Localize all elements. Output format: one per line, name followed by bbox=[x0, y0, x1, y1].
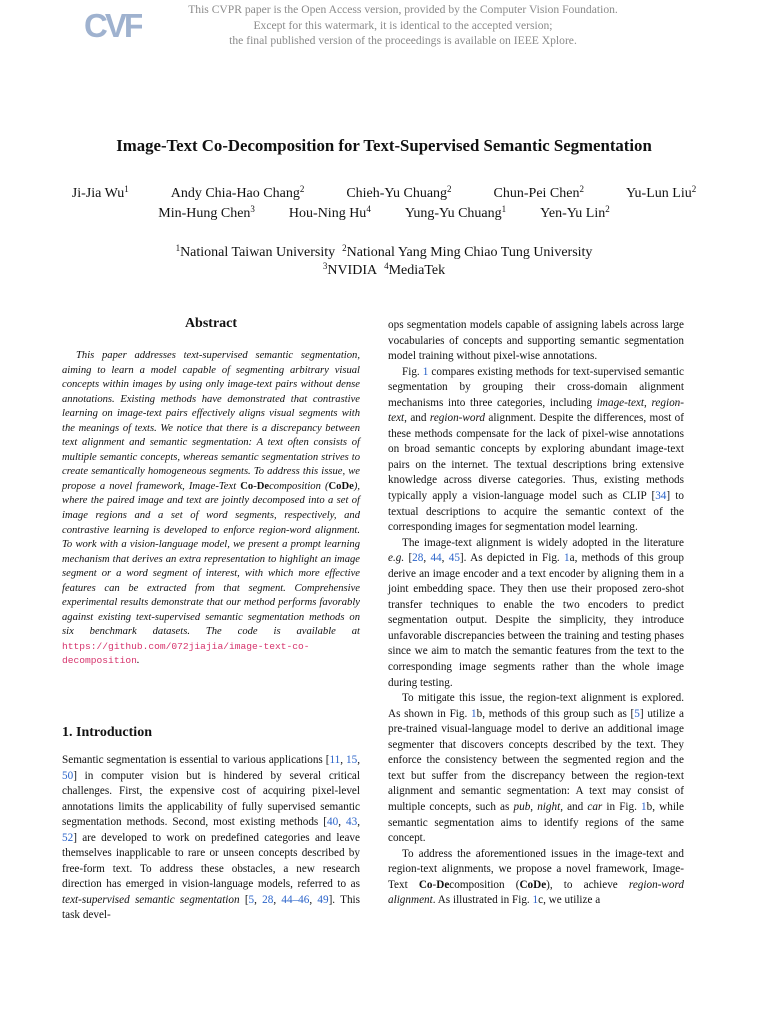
author-list-row-1 bbox=[0, 186, 768, 202]
author: Yu-Lun Liu$^2$ bbox=[626, 184, 697, 201]
citation-link[interactable]: 34 bbox=[655, 490, 667, 503]
watermark-line-3: the final published version of the proceedings is available on IEEE Xplore. bbox=[229, 34, 577, 47]
watermark-line-1: This CVPR paper is the Open Access version, provided by the Computer Vision Foundation. bbox=[188, 3, 618, 16]
intro-paragraph-4: To mitigate this issue, the region-text alignment is explored. As shown in Fig. 1b, methods of this group such as [5] utilize a pre-trained visual-language model to derive an additional image segmenter that discovers concepts described by the text. They enforce the consistency between the segmented region and the text but suffer from the discrepancy between the region-text alignment and semantic segmentation: A text may consist of multiple concepts, such as pub, night, and car in Fig. 1b, while semantic segmentation aims to identify regions of the same concept. bbox=[388, 692, 685, 845]
citation-link[interactable]: 15 bbox=[346, 754, 358, 766]
intro-paragraph-3: The image-text alignment is widely adopted in the literature e.g. [28, 44, 45]. As depicted in Fig. 1a, methods of this group derive an image encoder and a text encoder by aligning them in a joint embedding space. They then use their proposed zero-shot transfer techniques to enable the two encoders to predict segmentation output. Despite the simplicity, they introduce unfavorable discrepancies between the training and testing phases since we aim to match the semantic features from the text to the corresponding image segments rather than the whole image during testing. bbox=[388, 536, 685, 689]
citation-link[interactable]: 28 bbox=[412, 552, 424, 565]
cvf-logo bbox=[82, 6, 142, 42]
citation-link[interactable]: 5 bbox=[248, 893, 255, 906]
citation-link[interactable]: 11 bbox=[329, 754, 341, 766]
citation-link[interactable]: 40 bbox=[327, 816, 339, 829]
figure-reference[interactable]: 1 bbox=[564, 552, 570, 565]
author: Andy Chia-Hao Chang$^2$ bbox=[170, 184, 305, 201]
figure-reference[interactable]: 1 bbox=[471, 707, 477, 720]
watermark-line-2: Except for this watermark, it is identical to the accepted version; bbox=[253, 18, 553, 32]
open-access-watermark bbox=[150, 2, 656, 49]
author: Min-Hung Chen$^3$ bbox=[158, 204, 255, 221]
citation-link[interactable]: 44–46 bbox=[281, 893, 310, 906]
abstract-body: This paper addresses text-supervised semantic segmentation, aiming to learn a model capable of segmenting arbitrary visual concepts within images by using only image-text pairs without dense annotations. Existing methods have demonstrated that contrastive learning on image-text pairs effectively aligns visual segments with the meanings of texts. We notice that there is a discrepancy between text alignment and semantic segmentation: A text often consists of multiple semantic concepts, whereas semantic segmentation strives to create semantically homogeneous segments. To address this issue, we propose a novel framework, Image-Text Co-Decomposition (CoDe), where the paired image and text are jointly decomposed into a set of image regions and a set of word segments, respectively, and contrastive learning is developed to enforce region-word alignment. To work with a vision-language model, we present a prompt learning mechanism that derives an extra representation to highlight an image segment or a word segment of interest, with which more effective features can be extracted from that segment. Comprehensive experimental results demonstrate that our method performs favorably against existing text-supervised semantic segmentation methods on six benchmark datasets. The code is available at https://github.com/072jiajia/image-text-co-decomposition. bbox=[62, 350, 360, 667]
author: Chun-Pei Chen$^2$ bbox=[493, 184, 584, 201]
figure-reference[interactable]: 1 bbox=[422, 365, 429, 378]
figure-reference[interactable]: 1 bbox=[532, 894, 539, 907]
citation-link[interactable]: 28 bbox=[262, 893, 274, 906]
author: Hou-Ning Hu$^4$ bbox=[288, 204, 371, 221]
citation-link[interactable]: 44 bbox=[430, 552, 442, 565]
cvf-logo-text: CVF bbox=[84, 7, 141, 42]
right-column-text bbox=[388, 318, 684, 909]
intro-paragraph-5: To address the aforementioned issues in the image-text and region-text alignments, we propose a novel framework, Image-Text Co-Decomposition (CoDe), to achieve region-word alignment. As illustrated in Fig. 1c, we utilize a bbox=[388, 847, 684, 907]
citation-link[interactable]: 43 bbox=[346, 816, 358, 829]
author: Yen-Yu Lin$^2$ bbox=[540, 204, 610, 221]
citation-link[interactable]: 49 bbox=[317, 893, 329, 906]
affiliations-line-1: $^1$National Taiwan University $^2$National Yang Ming Chiao Tung University bbox=[175, 243, 593, 260]
intro-paragraph-continued: ops segmentation models capable of assigning labels across large vocabularies of concepts and supporting semantic segmentation model training without pixel-wise annotations. bbox=[388, 319, 684, 363]
author: Ji-Jia Wu$^1$ bbox=[71, 184, 129, 201]
author: Yung-Yu Chuang$^1$ bbox=[404, 204, 507, 221]
citation-link[interactable]: 50 bbox=[62, 769, 74, 782]
citation-link[interactable]: 5 bbox=[634, 707, 640, 720]
code-repository-link[interactable]: https://github.com/072jiajia/image-text-co-decomposition bbox=[62, 640, 310, 667]
figure-reference[interactable]: 1 bbox=[641, 800, 647, 813]
intro-paragraph-1: Semantic segmentation is essential to various applications [11, 15, 50] in computer vision but is hindered by several critical challenges. First, the expensive cost of acquiring pixel-level annotations limits the applicability of fully supervised semantic segmentation methods. Second, most existing methods [40, 43, 52] are developed to work on predefined categories and leave themselves inapplicable to rare or unseen concepts described by free-form text. To address these obstacles, a new research direction has emerged in vision-language models, referred to as text-supervised semantic segmentation [5, 28, 44–46, 49]. This task devel- bbox=[62, 754, 361, 922]
affiliations-line-2: $^3$NVIDIA $^4$MediaTek bbox=[322, 261, 446, 278]
paper-title: Image-Text Co-Decomposition for Text-Supervised Semantic Segmentation bbox=[116, 136, 652, 155]
intro-paragraph-2: Fig. 1 compares existing methods for text-supervised semantic segmentation by grouping their cross-domain alignment mechanisms into three categories, including image-text, region-text, and region-word alignment. Despite the differences, most of these methods compensate for the lack of pixel-wise annotations on broad semantic concepts by exploring abundant image-text pairs on the internet. The textual descriptions bring extensive knowledge across diverse categories. Thus, existing methods typically apply a vision-language model such as CLIP [34] to textual descriptions to acquire the semantic context of the corresponding images for segmentation model learning. bbox=[388, 365, 685, 534]
author: Chieh-Yu Chuang$^2$ bbox=[346, 184, 452, 201]
citation-link[interactable]: 45 bbox=[448, 552, 460, 565]
section-heading-introduction: 1. Introduction bbox=[62, 725, 152, 740]
author-list-row-2 bbox=[0, 206, 768, 222]
abstract-heading: Abstract bbox=[184, 316, 238, 331]
citation-link[interactable]: 52 bbox=[62, 831, 74, 844]
